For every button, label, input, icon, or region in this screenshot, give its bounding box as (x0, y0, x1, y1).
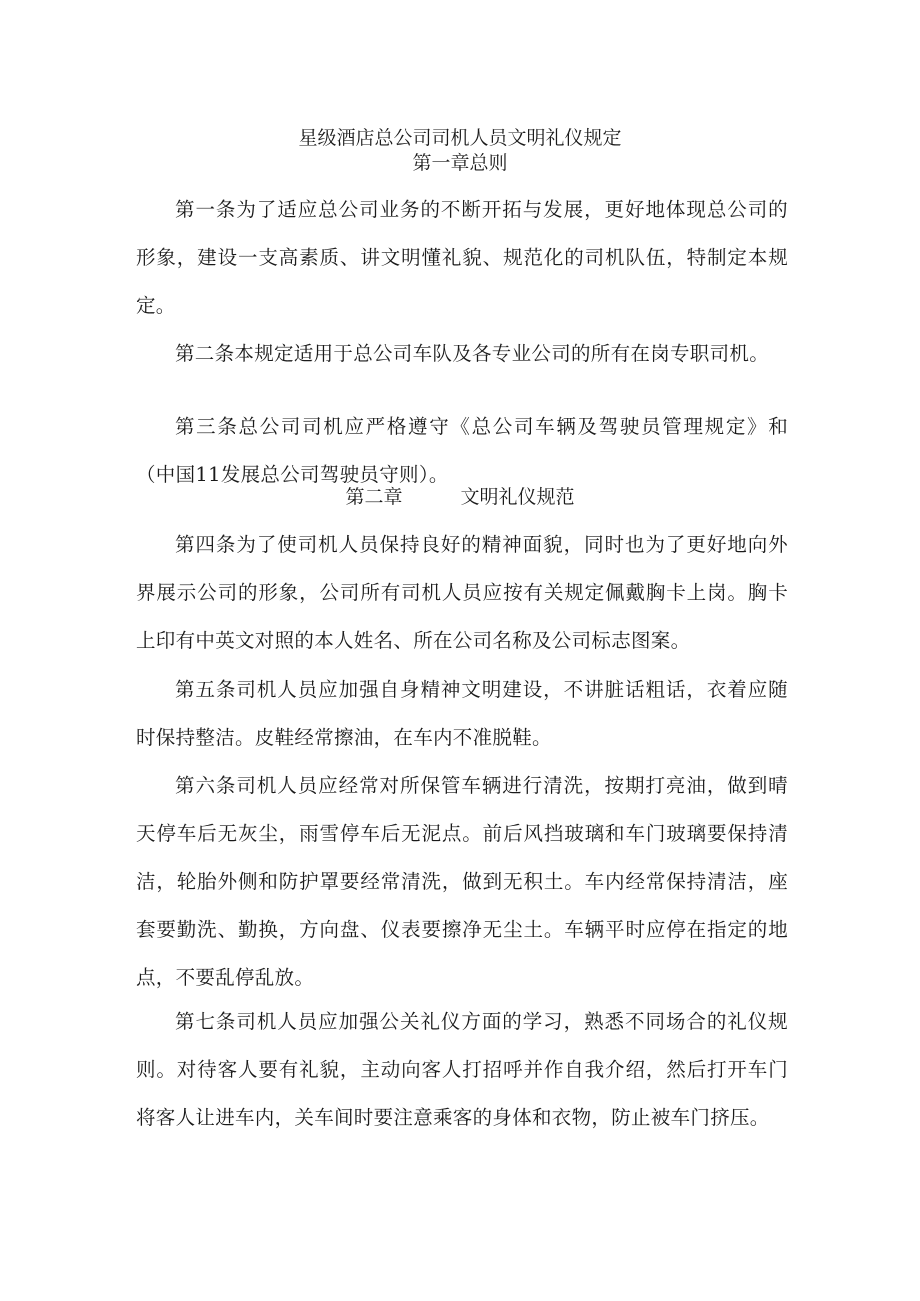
article-6: 第六条司机人员应经常对所保管车辆进行清洗，按期打亮油，做到晴天停车后无灰尘，雨雪停车后无泥点。前后风挡玻璃和车门玻璃要保持清洁，轮胎外侧和防护罩要经常清洗，做到无积土。车内经常保持清洁，座套要勤洗、勤换，方向盘、仪表要擦净无尘土。车辆平时应停在指定的地点，不要乱停乱放。 (136, 774, 788, 989)
chapter-2-name: 文明礼仪规范 (460, 486, 575, 508)
chapter-2-number: 第二章 (345, 486, 403, 508)
article-1: 第一条为了适应总公司业务的不断开拓与发展，更好地体现总公司的形象，建设一支高素质、讲文明懂礼貌、规范化的司机队伍，特制定本规定。 (136, 198, 788, 317)
document-title: 星级酒店总公司司机人员文明礼仪规定 (298, 127, 622, 149)
chapter-1-heading: 第一章总则 (412, 152, 508, 174)
article-2: 第二条本规定适用于总公司车队及各专业公司的所有在岗专职司机。 (175, 342, 770, 365)
article-5: 第五条司机人员应加强自身精神文明建设，不讲脏话粗话，衣着应随时保持整洁。皮鞋经常擦油，在车内不准脱鞋。 (136, 678, 788, 749)
chapter-2-heading (0, 485, 920, 509)
article-3: 第三条总公司司机应严格遵守《总公司车辆及驾驶员管理规定》和（中国11发展总公司驾驶员守则）。 (136, 415, 788, 486)
article-4: 第四条为了使司机人员保持良好的精神面貌，同时也为了更好地向外界展示公司的形象，公司所有司机人员应按有关规定佩戴胸卡上岗。胸卡上印有中英文对照的本人姓名、所在公司名称及公司标志图案。 (136, 533, 788, 652)
article-7: 第七条司机人员应加强公关礼仪方面的学习，熟悉不同场合的礼仪规则。对待客人要有礼貌，主动向客人打招呼并作自我介绍，然后打开车门将客人让进车内，关车间时要注意乘客的身体和衣物，防止被车门挤压。 (136, 1010, 788, 1129)
